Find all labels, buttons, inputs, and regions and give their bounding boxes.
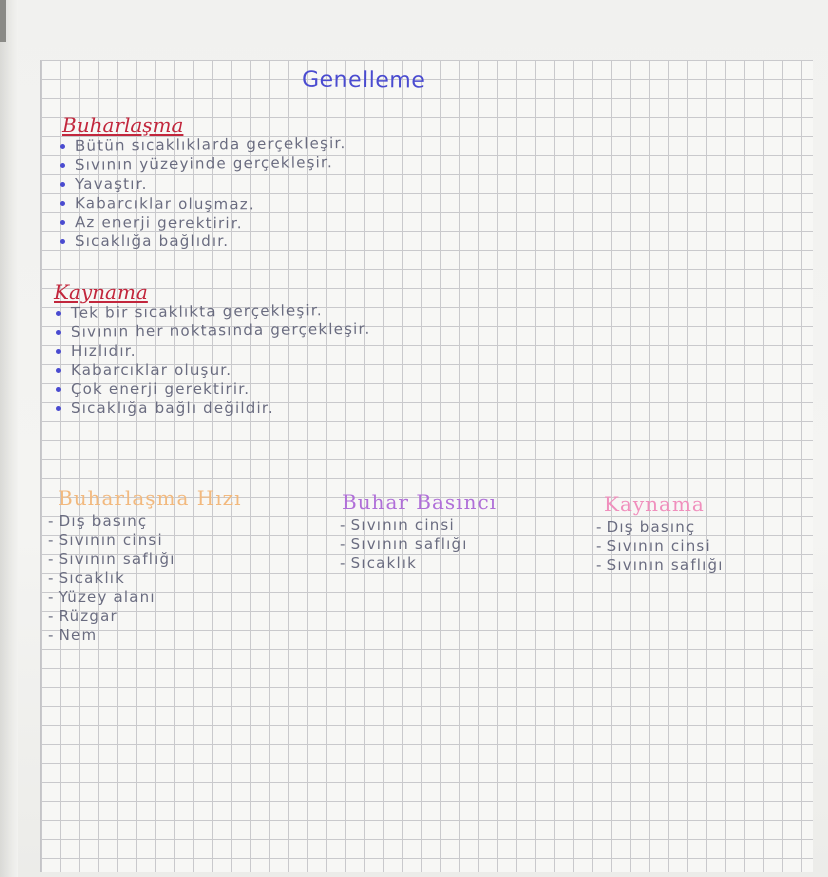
dash-icon: - (48, 512, 55, 530)
page-spine (0, 0, 18, 877)
dash-icon: - (340, 554, 347, 572)
bullet-icon (60, 239, 65, 244)
bullet-icon (56, 311, 61, 316)
bullet-icon (60, 182, 65, 187)
dash-icon: - (596, 556, 603, 574)
kaynama-column-heading: Kaynama (604, 492, 705, 516)
list-item: Yavaştır. (60, 175, 346, 194)
list-item: - Yüzey alanı (48, 588, 156, 606)
list-item: - Sıvının cinsi (48, 531, 163, 549)
bullet-icon (56, 406, 61, 411)
list-item: Tek bir sıcaklıkta gerçekleşir. (56, 301, 371, 323)
binding-clip (0, 0, 6, 42)
list-item: - Sıvının saflığı (340, 535, 468, 553)
buharlasma-heading: Buharlaşma (62, 113, 184, 137)
bullet-icon (60, 163, 65, 168)
buhar-basinci-list (340, 516, 468, 573)
dash-icon: - (48, 607, 55, 625)
dash-icon: - (340, 535, 347, 553)
kaynama-heading: Kaynama (54, 280, 148, 304)
bullet-icon (56, 349, 61, 354)
page-title: Genelleme (301, 67, 426, 94)
list-item: Hızlıdır. (56, 342, 370, 361)
list-item: Kabarcıklar oluşur. (56, 361, 370, 380)
list-item: - Sıcaklık (48, 569, 126, 587)
list-item: - Rüzgar (48, 607, 118, 625)
dash-icon: - (596, 537, 603, 555)
dash-icon: - (48, 588, 55, 606)
list-item: Az enerji gerektirir. (60, 213, 347, 234)
list-item: - Nem (48, 626, 98, 644)
bullet-icon (56, 387, 61, 392)
bullet-icon (60, 201, 65, 206)
list-item: Sıvının her noktasında gerçekleşir. (56, 320, 371, 342)
list-item: Sıcaklığa bağlıdır. (60, 232, 346, 251)
list-item: - Dış basınç (48, 512, 148, 530)
dash-icon: - (48, 626, 55, 644)
list-item: - Sıvının cinsi (596, 537, 711, 555)
list-item: Bütün sıcaklıklarda gerçekleşir. (60, 134, 347, 156)
dash-icon: - (596, 518, 603, 536)
list-item: Sıcaklığa bağlı değildir. (56, 399, 370, 418)
kaynama-column-list (596, 518, 724, 575)
list-item: - Sıcaklık (340, 554, 418, 572)
list-item: Kabarcıklar oluşmaz. (60, 194, 347, 215)
bullet-icon (56, 330, 61, 335)
bullet-icon (60, 144, 65, 149)
list-item: - Dış basınç (596, 518, 696, 536)
dash-icon: - (48, 531, 55, 549)
buharlasma-hizi-heading: Buharlaşma Hızı (58, 486, 242, 510)
buhar-basinci-heading: Buhar Basıncı (342, 490, 498, 514)
bullet-icon (60, 220, 65, 225)
dash-icon: - (340, 516, 347, 534)
dash-icon: - (48, 550, 55, 568)
list-item: Sıvının yüzeyinde gerçekleşir. (60, 153, 347, 175)
list-item: - Sıvının saflığı (48, 550, 176, 568)
bullet-icon (56, 368, 61, 373)
buharlasma-list (60, 134, 347, 251)
buharlasma-hizi-list (48, 512, 176, 645)
dash-icon: - (48, 569, 55, 587)
list-item: Çok enerji gerektirir. (56, 380, 370, 399)
list-item: - Sıvının saflığı (596, 556, 724, 574)
kaynama-list (56, 301, 371, 418)
list-item: - Sıvının cinsi (340, 516, 455, 534)
